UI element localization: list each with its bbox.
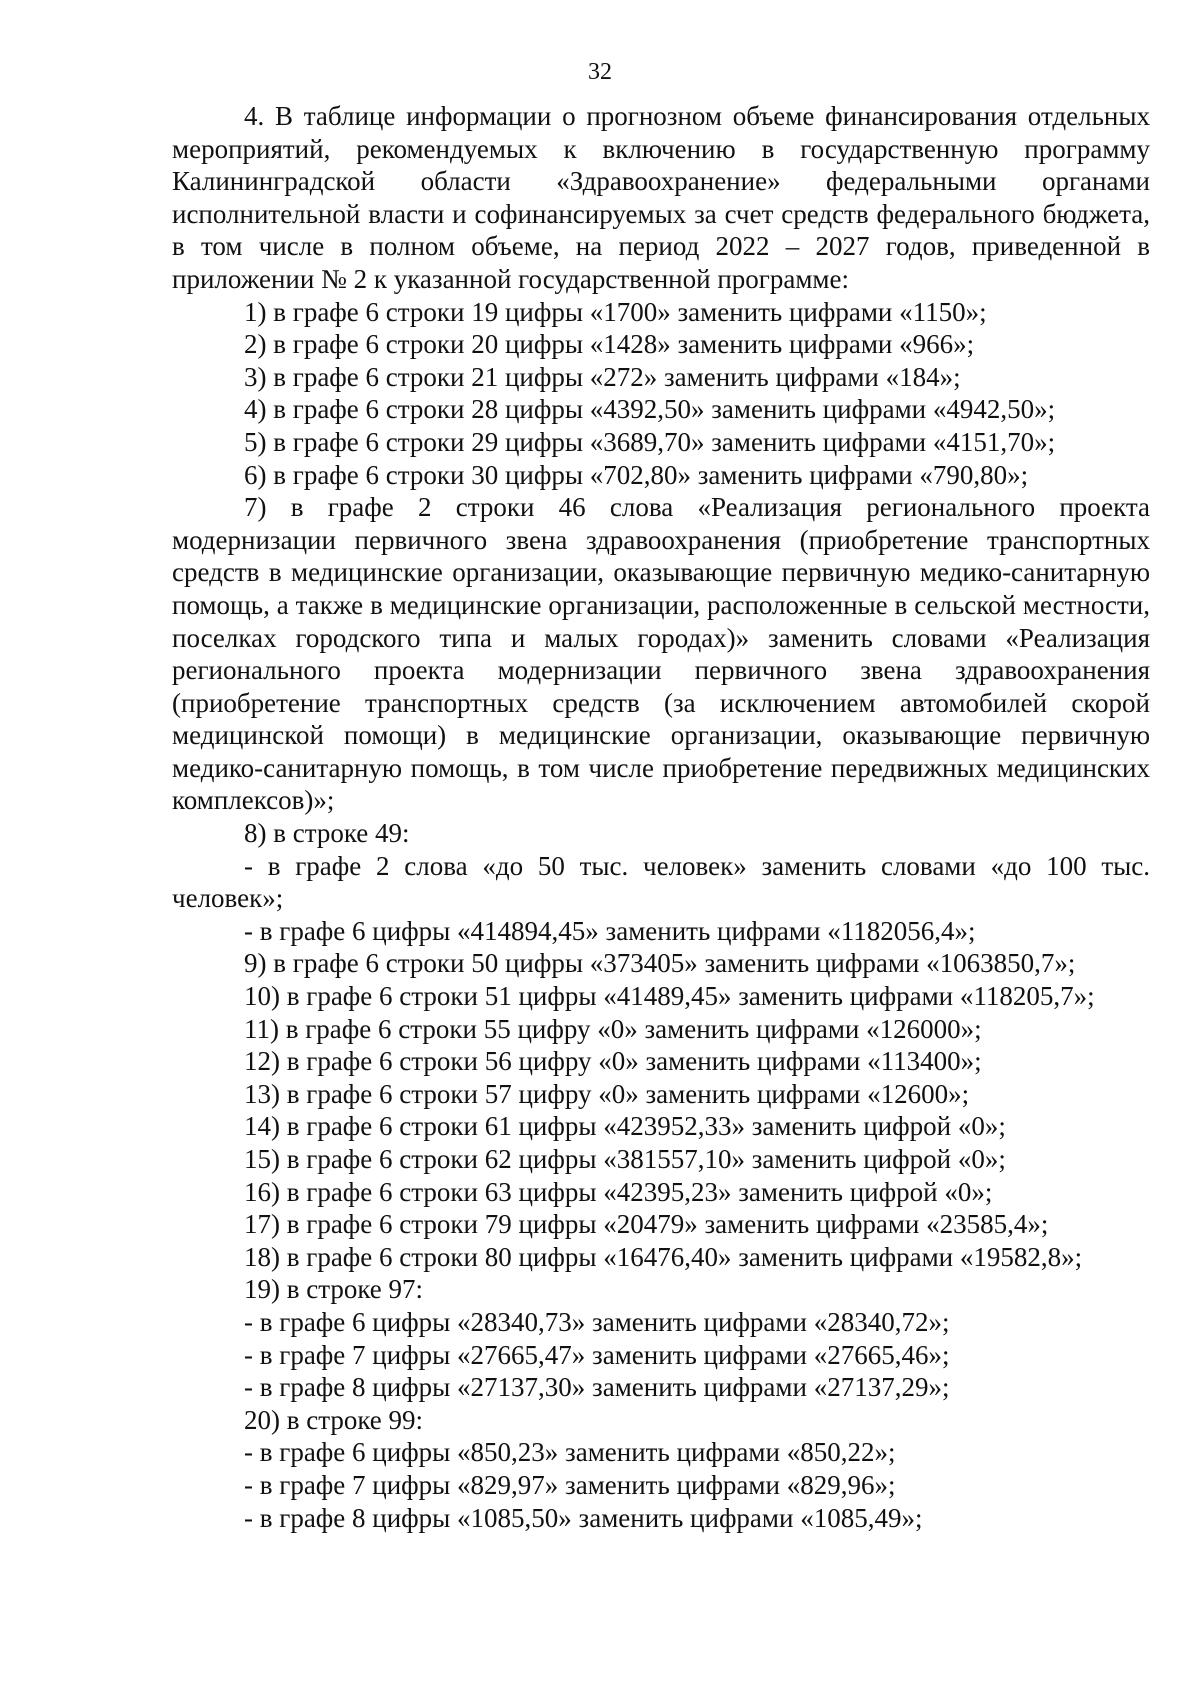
list-item-17: 17) в графе 6 строки 79 цифры «20479» заменить цифрами «23585,4»; xyxy=(244,1209,1049,1240)
list-item-2: 2) в графе 6 строки 20 цифры «1428» заменить цифрами «966»; xyxy=(244,329,975,360)
list-item-9: 9) в графе 6 строки 50 цифры «373405» заменить цифрами «1063850,7»; xyxy=(244,948,1076,979)
list-item-19-sub-3: - в графе 8 цифры «27137,30» заменить цифрами «27137,29»; xyxy=(244,1372,950,1403)
section-4-intro: 4. В таблице информации о прогнозном объеме финансирования отдельных мероприятий, рекомендуемых к включению в государственную программу Калининградской области «Здравоохранение» федеральными органами исполнительной власти и софинансируемых за счет средств федерального бюджета, в том числе в полном объеме, на период 2022 – 2027 годов, приведенной в приложении № 2 к указанной государственной программе: xyxy=(172,101,1150,294)
list-item-20-sub-3: - в графе 8 цифры «1085,50» заменить цифрами «1085,49»; xyxy=(244,1502,923,1533)
list-item-4: 4) в графе 6 строки 28 цифры «4392,50» заменить цифрами «4942,50»; xyxy=(244,394,1056,425)
list-item-20-sub-1: - в графе 6 цифры «850,23» заменить цифрами «850,22»; xyxy=(244,1437,896,1468)
list-item-8-head: 8) в строке 49: xyxy=(244,818,410,849)
list-item-1: 1) в графе 6 строки 19 цифры «1700» заменить цифрами «1150»; xyxy=(244,296,987,327)
list-item-14: 14) в графе 6 строки 61 цифры «423952,33» заменить цифрой «0»; xyxy=(244,1111,1006,1142)
list-item-10: 10) в графе 6 строки 51 цифры «41489,45» заменить цифрами «118205,7»; xyxy=(244,981,1095,1012)
list-item-12: 12) в графе 6 строки 56 цифру «0» заменить цифрами «113400»; xyxy=(244,1046,982,1077)
list-item-6: 6) в графе 6 строки 30 цифры «702,80» заменить цифрами «790,80»; xyxy=(244,459,1029,490)
list-item-8-sub-2: - в графе 6 цифры «414894,45» заменить цифрами «1182056,4»; xyxy=(244,915,976,946)
list-item-13: 13) в графе 6 строки 57 цифру «0» заменить цифрами «12600»; xyxy=(244,1078,970,1109)
list-item-20-head: 20) в строке 99: xyxy=(244,1404,424,1435)
list-item-15: 15) в графе 6 строки 62 цифры «381557,10» заменить цифрой «0»; xyxy=(244,1144,1006,1174)
document-body xyxy=(172,100,1150,1534)
list-item-7: 7) в графе 2 строки 46 слова «Реализация регионального проекта модернизации первичного звена здравоохранения (приобретение транспортных средств в медицинские организации, оказывающие первичную медико-санитарную помощь, а также в медицинские организации, расположенные в сельской местности, поселках городского типа и малых городах)» заменить словами «Реализация регионального проекта модернизации первичного звена здравоохранения (приобретение транспортных средств (за исключением автомобилей скорой медицинской помощи) в медицинские организации, оказывающие первичную медико-санитарную помощь, в том числе приобретение передвижных медицинских комплексов)»; xyxy=(172,492,1150,816)
list-item-16: 16) в графе 6 строки 63 цифры «42395,23» заменить цифрой «0»; xyxy=(244,1176,993,1207)
list-item-5: 5) в графе 6 строки 29 цифры «3689,70» заменить цифрами «4151,70»; xyxy=(244,426,1056,457)
list-item-11: 11) в графе 6 строки 55 цифру «0» заменить цифрами «126000»; xyxy=(244,1013,982,1044)
list-item-19-sub-2: - в графе 7 цифры «27665,47» заменить цифрами «27665,46»; xyxy=(244,1339,950,1370)
page-number: 32 xyxy=(588,59,612,85)
list-item-3: 3) в графе 6 строки 21 цифры «272» заменить цифрами «184»; xyxy=(244,361,961,392)
list-item-19-sub-1: - в графе 6 цифры «28340,73» заменить цифрами «28340,72»; xyxy=(244,1306,950,1337)
list-item-8-sub-1: - в графе 2 слова «до 50 тыс. человек» заменить словами «до 100 тыс. человек»; xyxy=(172,850,1150,914)
list-item-18: 18) в графе 6 строки 80 цифры «16476,40» заменить цифрами «19582,8»; xyxy=(244,1241,1083,1272)
list-item-20-sub-2: - в графе 7 цифры «829,97» заменить цифрами «829,96»; xyxy=(244,1469,896,1500)
list-item-19-head: 19) в строке 97: xyxy=(244,1274,424,1305)
